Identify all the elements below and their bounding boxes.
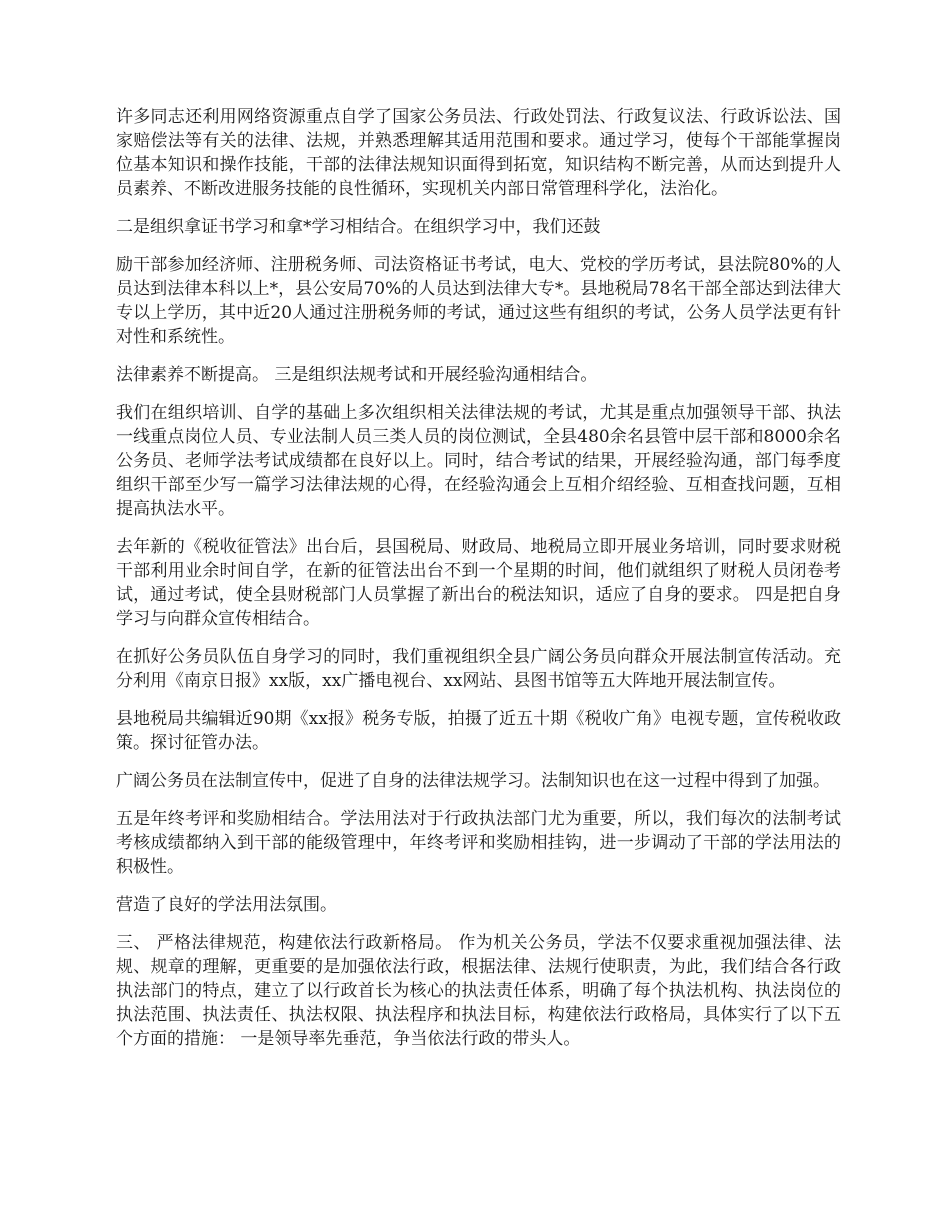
paragraph: 营造了良好的学法用法氛围。	[116, 895, 337, 915]
paragraph: 县地税局共编辑近90期《xx报》税务专版，拍摄了近五十期《税收广角》电视专题，宣传税收政策。探讨征管办法。	[116, 709, 841, 753]
paragraph: 三、 严格法律规范，构建依法行政新格局。 作为机关公务员，学法不仅要求重视加强法律、法规、规章的理解，更重要的是加强依法行政，根据法律、法规行使职责，为此，我们结合各行政执法部门的特点，建立了以行政首长为核心的执法责任体系，明确了每个执法机构、执法岗位的执法范围、执法责任、执法权限、执法程序和执法目标，构建依法行政格局，具体实行了以下五个方面的措施： 一是领导率先垂范，争当依法行政的带头人。	[116, 933, 841, 1049]
paragraph: 去年新的《税收征管法》出台后，县国税局、财政局、地税局立即开展业务培训，同时要求财税干部利用业余时间自学，在新的征管法出台不到一个星期的时间，他们就组织了财税人员闭卷考试，通过考试，使全县财税部门人员掌握了新出台的税法知识，适应了自身的要求。 四是把自身学习与向群众宣传相结合。	[116, 537, 841, 629]
paragraph: 励干部参加经济师、注册税务师、司法资格证书考试，电大、党校的学历考试，县法院80%的人员达到法律本科以上*，县公安局70%的人员达到法律大专*。县地税局78名干部全部达到法律大专以上学历，其中近20人通过注册税务师的考试，通过这些有组织的考试，公务人员学法更有针对性和系统性。	[116, 255, 841, 347]
paragraph: 五是年终考评和奖励相结合。学法用法对于行政执法部门尤为重要，所以，我们每次的法制考试考核成绩都纳入到干部的能级管理中，年终考评和奖励相挂钩，进一步调动了干部的学法用法的积极性。	[116, 809, 841, 877]
document-body	[116, 105, 841, 1065]
paragraph: 法律素养不断提高。 三是组织法规考试和开展经验沟通相结合。	[116, 365, 598, 385]
paragraph: 我们在组织培训、自学的基础上多次组织相关法律法规的考试，尤其是重点加强领导干部、执法一线重点岗位人员、专业法制人员三类人员的岗位测试，全县480余名县管中层干部和8000余名公务员、老师学法考试成绩都在良好以上。同时，结合考试的结果，开展经验沟通，部门每季度组织干部至少写一篇学习法律法规的心得，在经验沟通会上互相介绍经验、互相查找问题，互相提高执法水平。	[116, 403, 841, 519]
paragraph: 许多同志还利用网络资源重点自学了国家公务员法、行政处罚法、行政复议法、行政诉讼法、国家赔偿法等有关的法律、法规，并熟悉理解其适用范围和要求。通过学习，使每个干部能掌握岗位基本知识和操作技能，干部的法律法规知识面得到拓宽，知识结构不断完善，从而达到提升人员素养、不断改进服务技能的良性循环，实现机关内部日常管理科学化，法治化。	[116, 107, 841, 199]
paragraph: 广阔公务员在法制宣传中，促进了自身的法律法规学习。法制知识也在这一过程中得到了加强。	[116, 771, 830, 791]
paragraph: 二是组织拿证书学习和拿*学习相结合。在组织学习中，我们还鼓	[116, 217, 601, 237]
paragraph: 在抓好公务员队伍自身学习的同时，我们重视组织全县广阔公务员向群众开展法制宣传活动。充分利用《南京日报》xx版，xx广播电视台、xx网站、县图书馆等五大阵地开展法制宣传。	[116, 647, 841, 691]
